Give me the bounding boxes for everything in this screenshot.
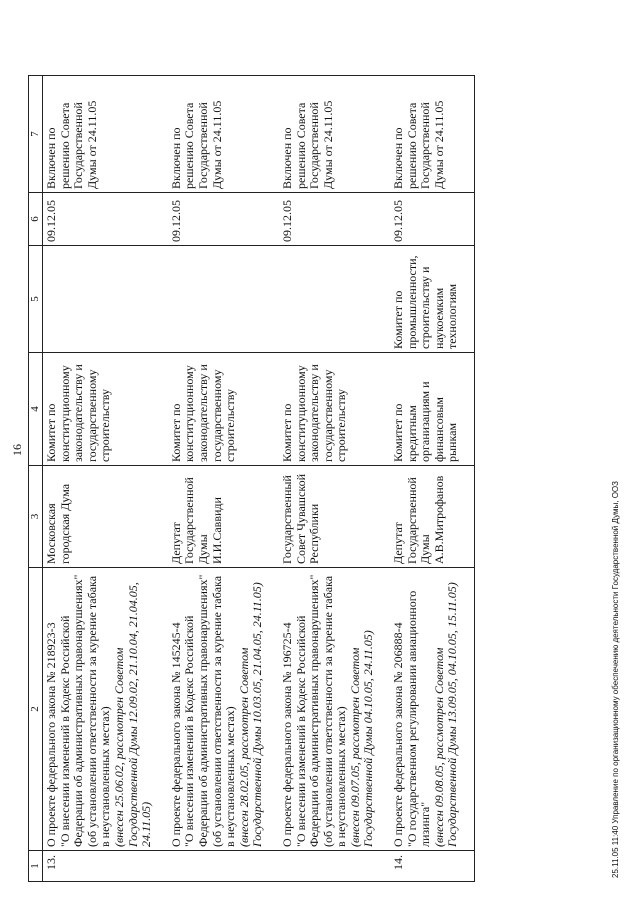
- bill-history: (внесен 28.02.05, рассмотрен Советом Государственной Думы 10.03.05, 21.04.05, 24.11.05): [236, 582, 265, 847]
- column-header: 1: [29, 851, 43, 882]
- bill-subtitle: "О внесении изменений в Кодекс Российской Федерации об административных правонарушениях": [57, 574, 86, 847]
- row-number-cell: [43, 851, 168, 882]
- bill-history: (внесен 09.07.05, рассмотрен Советом Государственной Думы 04.10.05, 24.11.05): [347, 630, 376, 847]
- bill-history: (внесен 09.08.05, рассмотрен Советом Государственной Думы 13.09.05, 04.10.05, 15.11.05): [431, 582, 460, 847]
- row-number: 13.: [44, 855, 58, 870]
- bill-note: (об установлении ответственности за курение табака в неустановленных местах): [320, 575, 349, 847]
- bill-subtitle: "О внесении изменений в Кодекс Российской Федерации об административных правонарушениях": [293, 574, 322, 847]
- date-cell: 09.12.05: [390, 193, 474, 246]
- bill-note: (об установлении ответственности за курение табака в неустановленных местах): [209, 575, 238, 847]
- committee-cell: Комитет по конституционному законодательству и государственному строительству: [279, 353, 390, 466]
- co-committee-cell: [43, 246, 168, 353]
- bill-note: (об установлении ответственности за курение табака в неустановленных местах): [84, 575, 113, 847]
- bill-title: О проекте федерального закона № 196725-4: [279, 622, 294, 847]
- bill-description-cell: [279, 568, 390, 851]
- co-committee-cell: [168, 246, 279, 353]
- bill-description-cell: [168, 568, 279, 851]
- decision-cell: Включен по решению Совета Государственной Думы от 24.11.05: [390, 76, 474, 193]
- bill-title: О проекте федерального закона № 145245-4: [168, 622, 183, 847]
- column-header: 5: [29, 246, 43, 353]
- decision-cell: Включен по решению Совета Государственной Думы от 24.11.05: [168, 76, 279, 193]
- table-header-row: [29, 76, 43, 882]
- initiator-cell: Государственный Совет Чувашской Республики: [279, 466, 390, 568]
- committee-cell: Комитет по конституционному законодательству и государственному строительству: [168, 353, 279, 466]
- bill-history: (внесен 25.06.02, рассмотрен Советом Государственной Думы 12.09.02, 21.10.04, 21.04.05, 24.11.05): [111, 582, 154, 847]
- decision-cell: Включен по решению Совета Государственной Думы от 24.11.05: [43, 76, 168, 193]
- column-header: 4: [29, 353, 43, 466]
- page-number: 16: [10, 444, 24, 456]
- co-committee-cell: [279, 246, 390, 353]
- bill-subtitle: "О внесении изменений в Кодекс Российской Федерации об административных правонарушениях": [182, 574, 210, 847]
- initiator-cell: Депутат Государственной Думы А.В.Митрофанов: [390, 466, 474, 568]
- date-cell: 09.12.05: [279, 193, 390, 246]
- column-header: 3: [29, 466, 43, 568]
- date-cell: 09.12.05: [168, 193, 279, 246]
- footer-print-stamp: 25.11.05 11:40 Управление по организационному обеспечению деятельности Государственной Думы, ООЗ: [611, 481, 620, 878]
- bill-title: О проекте федерального закона № 218923-3: [44, 622, 58, 847]
- table-row: [168, 76, 279, 882]
- committee-cell: Комитет по конституционному законодательству и государственному строительству: [43, 353, 168, 466]
- bill-description-cell: [43, 568, 168, 851]
- date-cell: 09.12.05: [43, 193, 168, 246]
- committee-cell: Комитет по кредитным организациям и финансовым рынкам: [390, 353, 474, 466]
- bill-subtitle: "О государственном регулировании авиационного лизинга": [404, 590, 433, 847]
- initiator-cell: Депутат Государственной Думы И.И.Саввиди: [168, 466, 279, 568]
- row-number-cell: [168, 851, 279, 882]
- co-committee-cell: Комитет по промышленности, строительству и наукоемким технологиям: [390, 246, 474, 353]
- column-header: 7: [29, 76, 43, 193]
- bill-title: О проекте федерального закона № 206888-4: [391, 622, 406, 847]
- table-row: [390, 76, 474, 882]
- agenda-table: [28, 75, 475, 882]
- row-number-cell: [279, 851, 390, 882]
- table-row: [43, 76, 168, 882]
- decision-cell: Включен по решению Совета Государственной Думы от 24.11.05: [279, 76, 390, 193]
- column-header: 6: [29, 193, 43, 246]
- table-row: [279, 76, 390, 882]
- row-number: 14.: [391, 855, 406, 870]
- column-header: 2: [29, 568, 43, 851]
- initiator-cell: Московская городская Дума: [43, 466, 168, 568]
- bill-description-cell: [390, 568, 474, 851]
- row-number-cell: [390, 851, 474, 882]
